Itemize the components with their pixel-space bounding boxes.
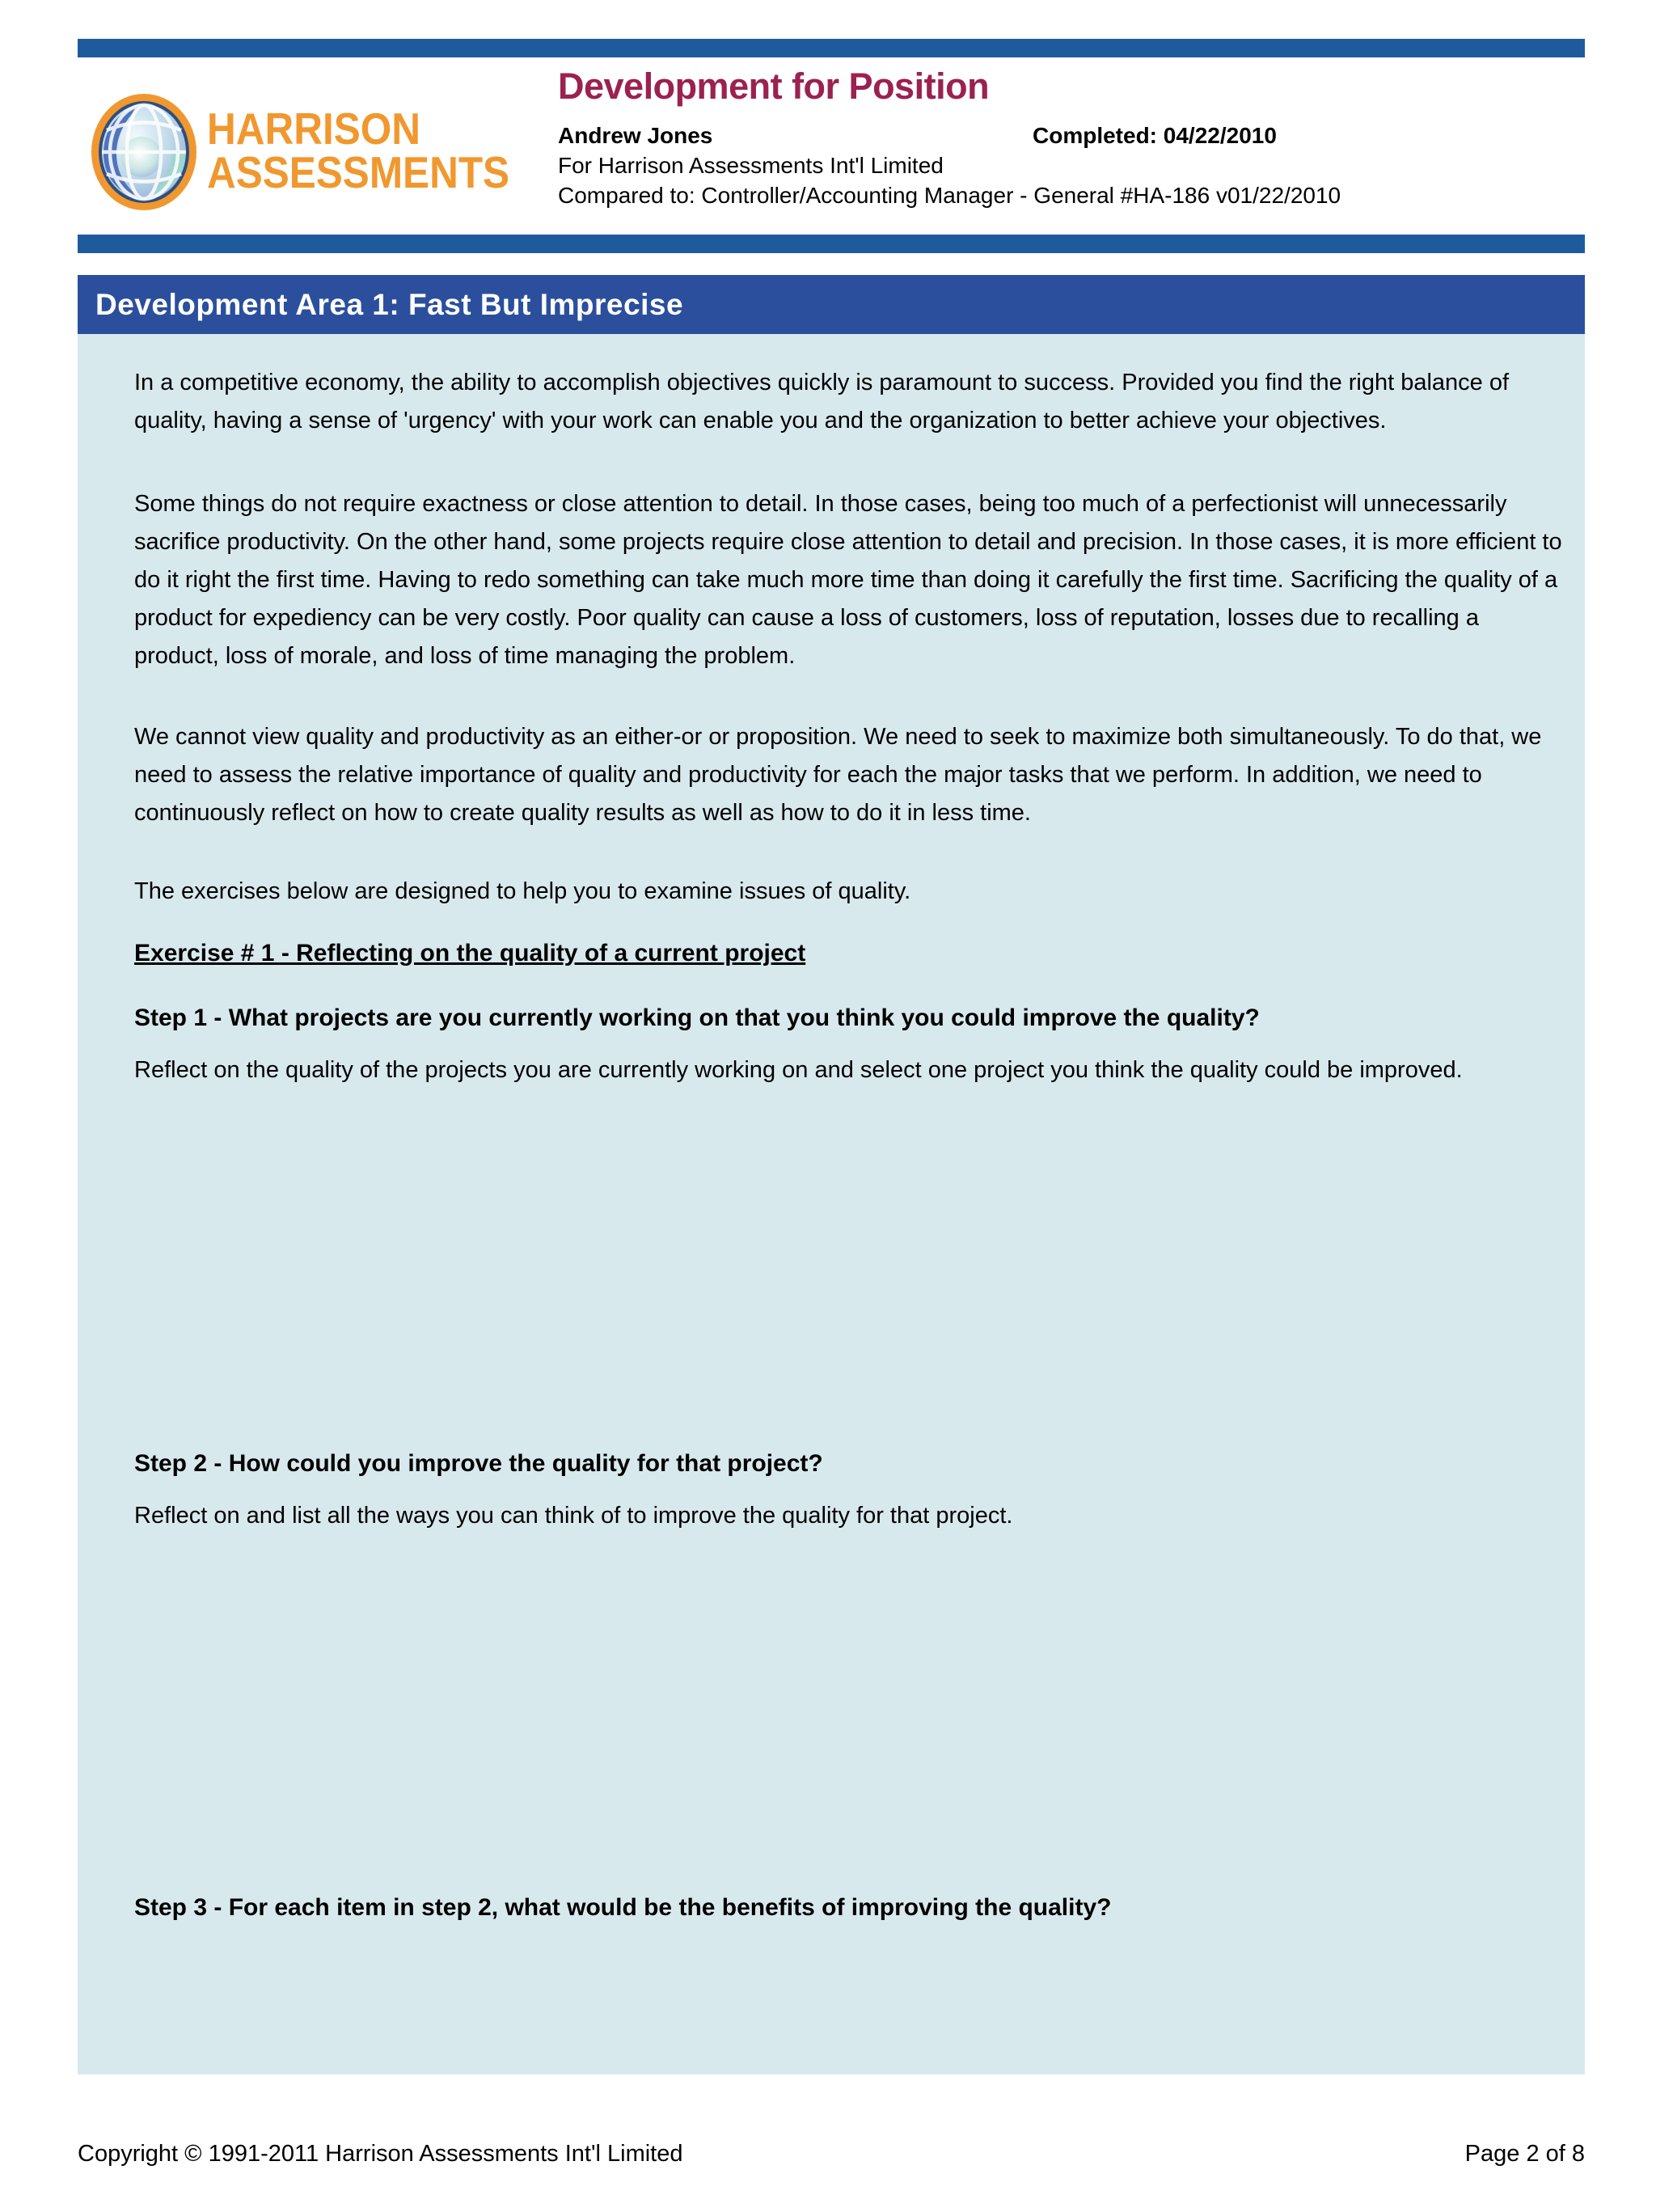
top-divider-bar xyxy=(78,39,1585,57)
answer-space-1 xyxy=(134,1089,1569,1444)
globe-icon xyxy=(91,92,197,212)
paragraph-3: We cannot view quality and productivity as an either-or or proposition. We need to seek to maximize both simultaneously. To do that, we need to assess the relative importance of quality and productivity for each the major tasks that we perform. In addition, we need to continuously reflect on how to create quality results as well as how to do it in less time. xyxy=(134,724,1542,826)
logo-line2: ASSESSMENTS xyxy=(207,147,510,197)
logo-line1: HARRISON xyxy=(207,104,421,154)
compared-to-line: Compared to: Controller/Accounting Manager - General #HA-186 v01/22/2010 xyxy=(558,183,1341,208)
report-header xyxy=(558,66,1593,210)
step-3-heading: Step 3 - For each item in step 2, what would be the benefits of improving the quality? xyxy=(134,1894,1112,1921)
section-header xyxy=(78,275,1585,334)
page-number: Page 2 of 8 xyxy=(1464,2141,1585,2167)
step-1-instructions: Reflect on the quality of the projects you are currently working on and select one project you think the quality could be improved. xyxy=(134,1057,1463,1083)
completed-date: Completed: 04/22/2010 xyxy=(1033,123,1277,148)
organization-line: For Harrison Assessments Int'l Limited xyxy=(558,153,944,178)
content-area xyxy=(78,334,1585,2075)
copyright-text: Copyright © 1991-2011 Harrison Assessments Int'l Limited xyxy=(78,2141,683,2167)
paragraph-1: In a competitive economy, the ability to accomplish objectives quickly is paramount to success. Provided you find the right balance of quality, having a sense of 'urgency' with your work can enable you and the organization to better achieve your objectives. xyxy=(134,370,1510,434)
exercise-1-heading: Exercise # 1 - Reflecting on the quality of a current project xyxy=(134,940,806,966)
report-title: Development for Position xyxy=(558,66,990,107)
step-2-instructions: Reflect on and list all the ways you can think of to improve the quality for that project. xyxy=(134,1503,1013,1529)
answer-space-2 xyxy=(134,1535,1569,1888)
person-name: Andrew Jones xyxy=(558,123,713,148)
paragraph-4: The exercises below are designed to help you to examine issues of quality. xyxy=(134,878,911,904)
report-footer xyxy=(78,2138,1585,2169)
header-divider-bar xyxy=(78,235,1585,253)
section-title: Development Area 1: Fast But Imprecise xyxy=(95,287,684,321)
logo-wordmark xyxy=(207,104,510,197)
step-1-heading: Step 1 - What projects are you currently working on that you think you could improve the quality? xyxy=(134,1004,1260,1031)
harrison-logo xyxy=(91,92,543,212)
person-row xyxy=(558,121,1593,150)
step-2-heading: Step 2 - How could you improve the quality for that project? xyxy=(134,1450,823,1477)
paragraph-2: Some things do not require exactness or close attention to detail. In those cases, being too much of a perfectionist will unnecessarily sacrifice productivity. On the other hand, some projects require close attention to detail and precision. In those cases, it is more efficient to do it right the first time. Having to redo something can take much more time than doing it carefully the first time. Sacrificing the quality of a product for expediency can be very costly. Poor quality can cause a loss of customers, loss of reputation, losses due to recalling a product, loss of morale, and loss of time managing the problem. xyxy=(134,491,1562,669)
